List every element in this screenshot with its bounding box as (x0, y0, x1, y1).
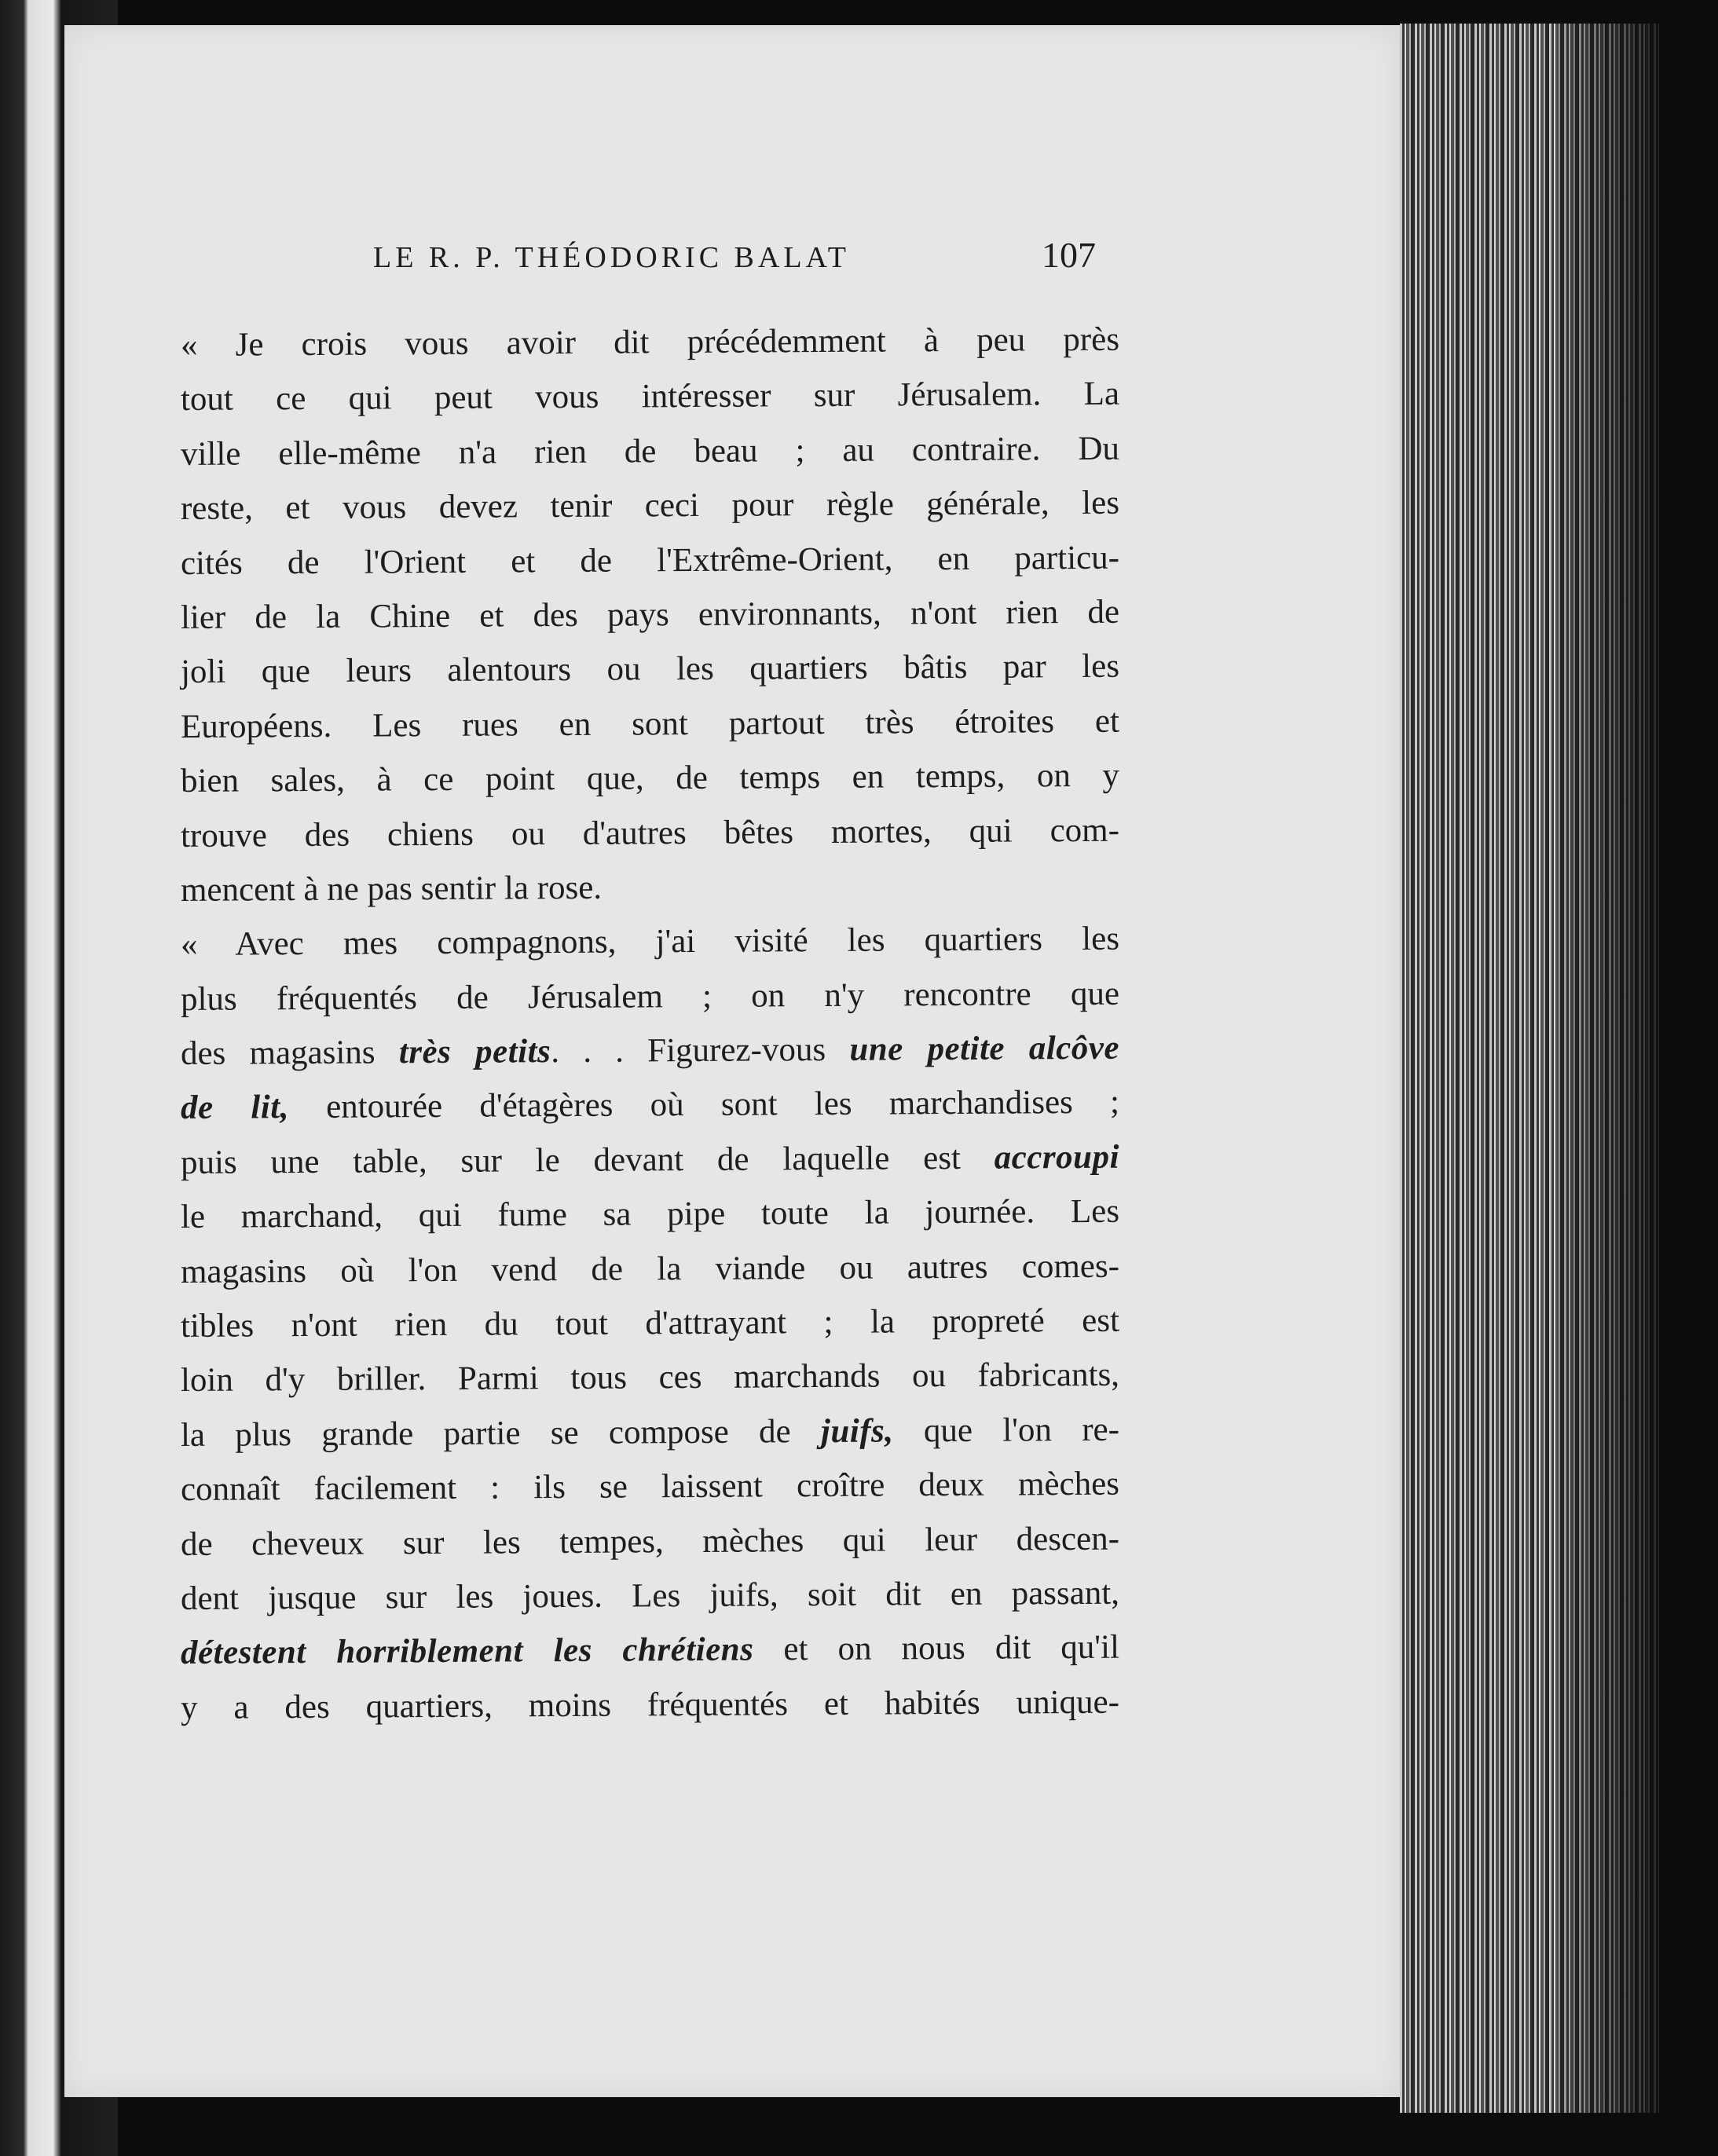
text-line (181, 585, 1119, 646)
text-span: de cheveux sur les tempes, mèches qui leur descen- (180, 1520, 1120, 1563)
text-line (181, 1620, 1119, 1681)
text-line (181, 1566, 1119, 1627)
text-span: « Je crois vous avoir dit précédemment à peu près (180, 320, 1120, 364)
book-fore-edge (1400, 24, 1659, 2113)
text-line (181, 1239, 1119, 1299)
page-header (373, 234, 1096, 281)
italic-text: juifs, (820, 1412, 894, 1450)
text-line (181, 749, 1119, 809)
text-span: que l'on re- (893, 1411, 1120, 1450)
italic-text: de lit, (180, 1089, 290, 1127)
text-line (181, 803, 1119, 863)
text-span: plus fréquentés de Jérusalem ; on n'y rencontre que (180, 975, 1120, 1018)
text-span: tout ce qui peut vous intéresser sur Jérusalem. La (180, 375, 1120, 419)
text-line (181, 639, 1119, 700)
text-span: magasins où l'on vend de la viande ou autres comes- (180, 1247, 1120, 1290)
text-span: le marchand, qui fume sa pipe toute la journée. Les (180, 1192, 1120, 1236)
page-number: 107 (1042, 235, 1096, 275)
text-line (181, 966, 1119, 1027)
text-span: connaît facilement : ils se laissent croître deux mèches (180, 1465, 1120, 1509)
italic-text: détestent horriblement les chrétiens (180, 1631, 754, 1672)
text-span: entourée d'étagères où sont les marchandises ; (288, 1084, 1120, 1126)
text-line (181, 476, 1119, 536)
text-line (181, 912, 1119, 972)
text-line (181, 1021, 1119, 1082)
text-span: lier de la Chine et des pays environnants, n'ont rien de (180, 593, 1120, 636)
text-line (181, 421, 1119, 481)
italic-text: très petits (398, 1033, 551, 1071)
text-line (181, 1511, 1119, 1572)
text-line (181, 530, 1119, 591)
text-line (181, 694, 1119, 754)
text-line (181, 858, 1119, 918)
text-span: cités de l'Orient et de l'Extrême-Orient, en particu- (180, 539, 1120, 582)
text-line (181, 1184, 1119, 1245)
text-line (181, 1294, 1119, 1354)
text-line (181, 367, 1119, 427)
text-span: dent jusque sur les joues. Les juifs, soit dit en passant, (180, 1574, 1120, 1617)
text-span: reste, et vous devez tenir ceci pour règle générale, les (180, 484, 1120, 528)
text-line (181, 313, 1119, 373)
text-span: bien sales, à ce point que, de temps en temps, on y (180, 756, 1120, 800)
text-span: la plus grande partie se compose de (180, 1412, 822, 1454)
text-span: puis une table, sur le devant de laquelle est (180, 1139, 995, 1181)
text-span: mencent à ne pas sentir la rose. (180, 869, 603, 909)
text-span: des magasins (180, 1034, 399, 1073)
text-span: y a des quartiers, moins fréquentés et habités unique- (180, 1683, 1120, 1726)
text-span: « Avec mes compagnons, j'ai visité les quartiers les (180, 920, 1120, 964)
text-line (181, 1130, 1119, 1191)
text-span: tibles n'ont rien du tout d'attrayant ; la propreté est (180, 1301, 1120, 1345)
text-span: loin d'y briller. Parmi tous ces marchands ou fabricants, (180, 1356, 1120, 1400)
running-title: LE R. P. THÉODORIC BALAT (373, 241, 850, 274)
italic-text: accroupi (994, 1138, 1120, 1177)
text-line (181, 1348, 1119, 1408)
body-text (181, 318, 1119, 1735)
text-span: ville elle-même n'a rien de beau ; au contraire. Du (180, 430, 1120, 473)
text-span: . . . Figurez-vous (551, 1030, 850, 1071)
text-span: Européens. Les rues en sont partout très étroites et (180, 702, 1120, 745)
text-line (181, 1075, 1119, 1136)
text-line (181, 1675, 1119, 1735)
text-span: trouve des chiens ou d'autres bêtes mortes, qui com- (180, 811, 1120, 855)
text-span: joli que leurs alentours ou les quartiers bâtis par les (180, 648, 1120, 691)
text-span: et on nous dit qu'il (753, 1629, 1120, 1668)
text-line (181, 1457, 1119, 1517)
italic-text: une petite alcôve (849, 1029, 1120, 1068)
text-line (181, 1403, 1119, 1463)
